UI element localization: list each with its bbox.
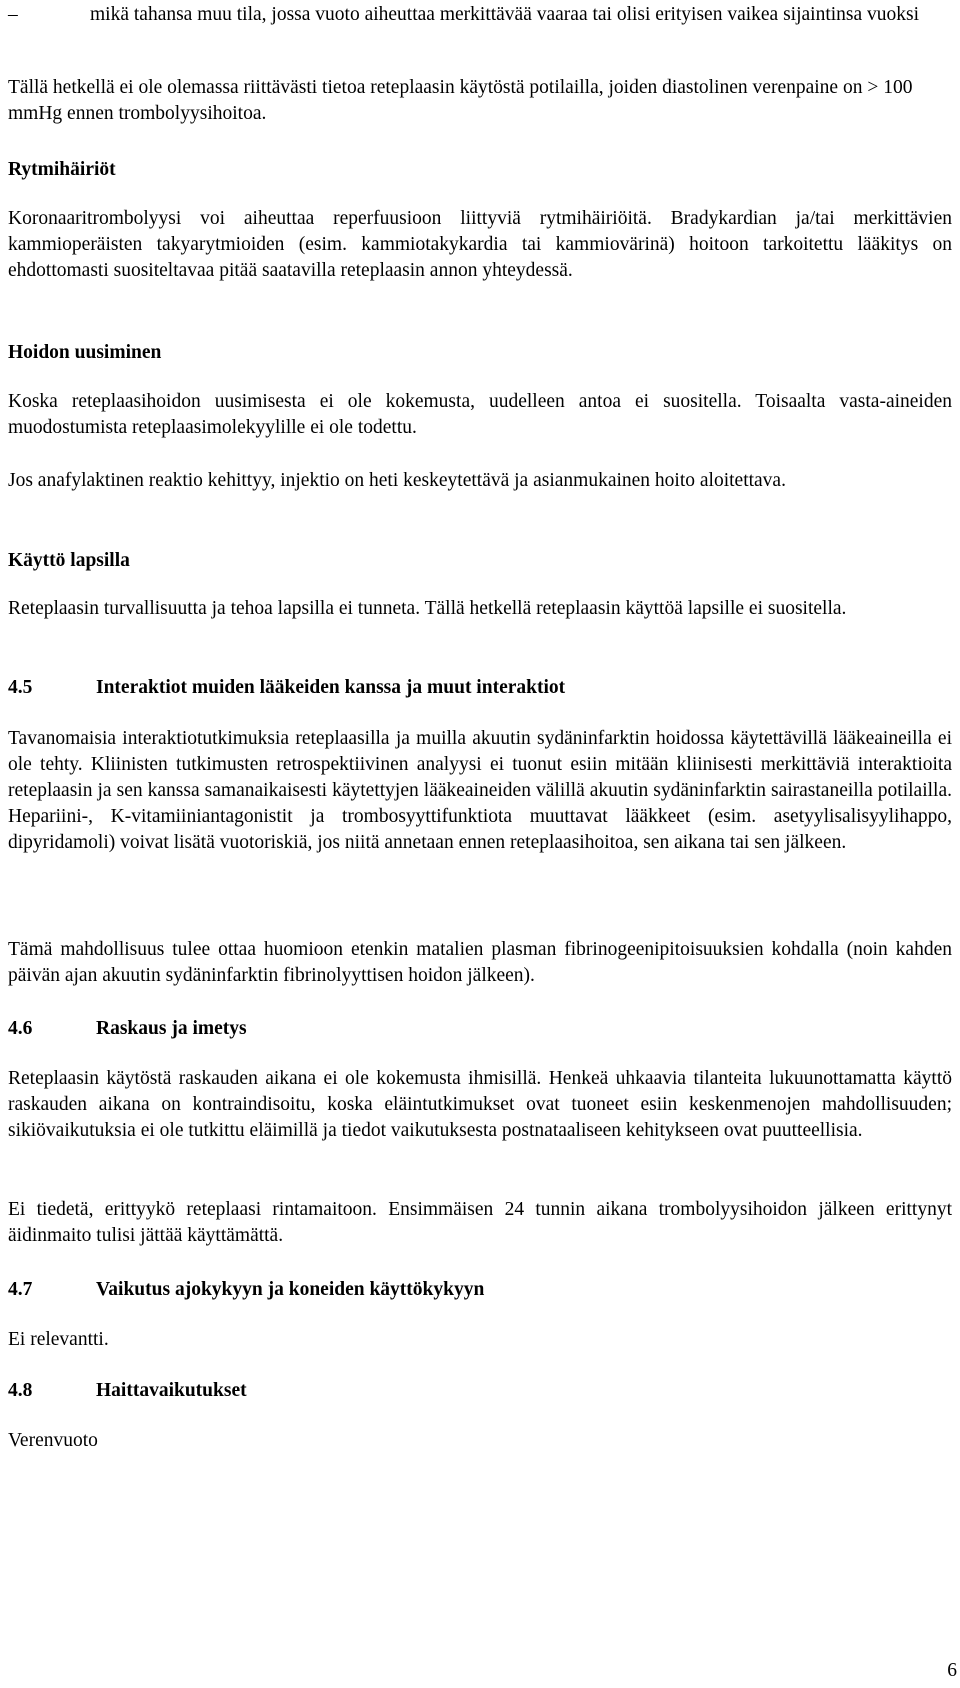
heading-children: Käyttö lapsilla [8, 550, 130, 571]
section-4-7-paragraph: Ei relevantti. [8, 1329, 109, 1350]
section-4-8-heading [8, 1378, 247, 1404]
section-4-6-heading [8, 1016, 247, 1042]
section-4-6-title: Raskaus ja imetys [96, 1018, 247, 1039]
section-4-8-title: Haittavaikutukset [96, 1380, 247, 1401]
section-4-7-heading [8, 1277, 484, 1303]
intro-paragraph: Tällä hetkellä ei ole olemassa riittävästi tietoa reteplaasin käytöstä potilailla, joiden diastolinen verenpaine on > 100 mmHg ennen trombolyysihoitoa. [8, 77, 913, 124]
section-4-5-number: 4.5 [8, 677, 33, 698]
bullet-text: mikä tahansa muu tila, jossa vuoto aiheuttaa merkittävää vaaraa tai olisi erityisen vaikea sijaintinsa vuoksi [90, 4, 920, 25]
section-4-6-paragraph-1: Reteplaasin käytöstä raskauden aikana ei ole kokemusta ihmisillä. Henkeä uhkaavia tilanteita lukuunottamatta käyttö raskauden aikana on kontraindisoitu, koska eläintutkimukset ovat tuoneet esiin keskenmenojen mahdollisuuden; sikiövaikutuksia ei ole tutkittu eläimillä ja tiedot vaikutuksesta postnataaliseen kehitykseen ovat puutteellisia. [8, 1068, 952, 1141]
heading-arrhythmia: Rytmihäiriöt [8, 159, 116, 180]
section-4-5-paragraph-1: Tavanomaisia interaktiotutkimuksia reteplaasilla ja muilla akuutin sydäninfarktin hoidossa käytettävillä lääkeaineilla ei ole tehty. Kliinisten tutkimusten retrospektiivinen analyysi ei tuonut esiin mitään kliinisesti merkittäviä interaktioita reteplaasin ja sen kanssa samanaikaisesti käytettyjen lääkeaineiden välillä akuutin sydäninfarktin sairastaneilla potilailla. Hepariini-, K-vitamiiniantagonistit ja trombosyyttifunktiota muuttavat lääkkeet (esim. asetyylisalisyylihappo, dipyridamoli) voivat lisätä vuotoriskiä, jos niitä annetaan ennen reteplaasihoitoa, sen aikana tai sen jälkeen. [8, 728, 952, 853]
children-paragraph: Reteplaasin turvallisuutta ja tehoa lapsilla ei tunneta. Tällä hetkellä reteplaasin käyttöä lapsille ei suositella. [8, 598, 847, 619]
section-4-5-heading [8, 675, 565, 701]
section-4-8-paragraph: Verenvuoto [8, 1430, 98, 1451]
page-number: 6 [947, 1660, 957, 1681]
bullet-dash: – [8, 4, 18, 25]
section-4-8-number: 4.8 [8, 1380, 33, 1401]
section-4-5-title: Interaktiot muiden lääkeiden kanssa ja muut interaktiot [96, 677, 566, 698]
retreatment-paragraph-1: Koska reteplaasihoidon uusimisesta ei ole kokemusta, uudelleen antoa ei suositella. Toisaalta vasta-aineiden muodostumista reteplaasimolekyylille ei ole todettu. [8, 391, 952, 438]
section-4-6-number: 4.6 [8, 1018, 33, 1039]
retreatment-paragraph-2: Jos anafylaktinen reaktio kehittyy, injektio on heti keskeytettävä ja asianmukainen hoito aloitettava. [8, 470, 786, 491]
arrhythmia-paragraph: Koronaaritrombolyysi voi aiheuttaa reperfuusioon liittyviä rytmihäiriöitä. Bradykardian ja/tai merkittävien kammioperäisten takyarytmioiden (esim. kammiotakykardia tai kammiovärinä) hoitoon tarkoitettu lääkitys on ehdottomasti suositeltavaa pitää saatavilla reteplaasin annon yhteydessä. [8, 208, 952, 281]
section-4-6-paragraph-2: Ei tiedetä, erittyykö reteplaasi rintamaitoon. Ensimmäisen 24 tunnin aikana trombolyysihoidon jälkeen erittynyt äidinmaito tulisi jättää käyttämättä. [8, 1199, 952, 1246]
section-4-7-number: 4.7 [8, 1279, 33, 1300]
heading-retreatment: Hoidon uusiminen [8, 342, 162, 363]
section-4-5-paragraph-2: Tämä mahdollisuus tulee ottaa huomioon etenkin matalien plasman fibrinogeenipitoisuuksien kohdalla (noin kahden päivän ajan akuutin sydäninfarktin fibrinolyyttisen hoidon jälkeen). [8, 939, 952, 986]
section-4-7-title: Vaikutus ajokykyyn ja koneiden käyttökykyyn [96, 1279, 485, 1300]
bullet-item [8, 2, 952, 28]
